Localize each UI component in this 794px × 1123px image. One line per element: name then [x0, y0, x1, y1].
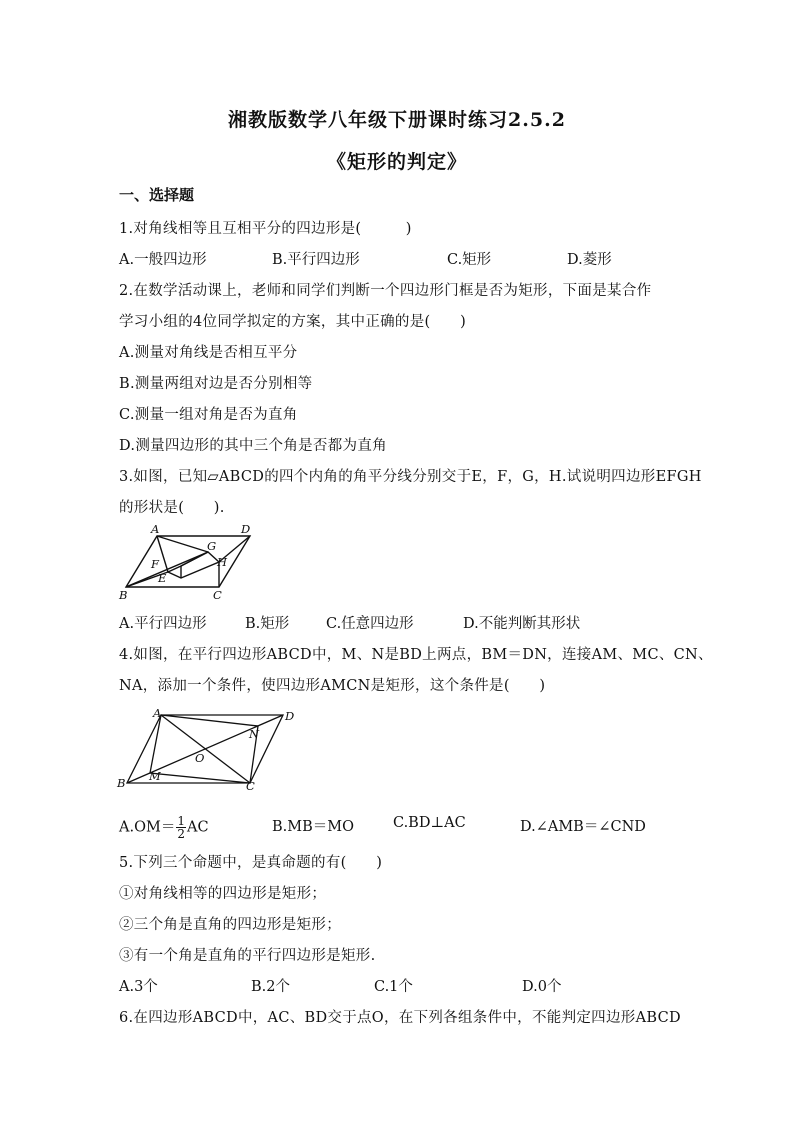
q3-label-e: E	[158, 571, 167, 585]
q5-proposition-2: ②三个角是直角的四边形是矩形；	[119, 917, 341, 933]
q3-option-d: D.不能判断其形状	[463, 616, 581, 632]
q4-label-b: B	[117, 776, 126, 790]
q3-label-f: F	[151, 557, 159, 571]
q2-option-a: A.测量对角线是否相互平分	[119, 345, 298, 361]
q4-option-a	[119, 815, 209, 840]
q3-option-a: A.平行四边形	[119, 616, 207, 632]
q4-label-o: O	[195, 751, 205, 765]
q4-figure	[113, 706, 298, 790]
q1-option-b: B.平行四边形	[272, 252, 360, 268]
q2-option-d: D.测量四边形的其中三个角是否都为直角	[119, 438, 387, 454]
question-2-stem-line1: 2.在数学活动课上，老师和同学们判断一个四边形门框是否为矩形，下面是某合作	[119, 283, 652, 299]
q4-label-n: N	[249, 727, 260, 741]
question-5-stem: 5.下列三个命题中，是真命题的有( )	[119, 855, 383, 871]
q2-option-b: B.测量两组对边是否分别相等	[119, 376, 313, 392]
q3-figure	[115, 522, 260, 602]
question-2-stem-line2: 学习小组的4位同学拟定的方案，其中正确的是( )	[119, 314, 467, 330]
fraction-numerator: 1	[177, 814, 185, 828]
q5-proposition-1: ①对角线相等的四边形是矩形；	[119, 886, 327, 902]
q3-label-h: H	[217, 555, 228, 569]
page-title: 湘教版数学八年级下册课时练习2.5.2	[228, 109, 566, 131]
q2-option-c: C.测量一组对角是否为直角	[119, 407, 298, 423]
q3-label-a: A	[151, 522, 160, 536]
q4-option-a-fraction	[176, 815, 186, 840]
q3-label-d: D	[241, 522, 251, 536]
q4-label-m: M	[149, 769, 161, 783]
q5-option-b: B.2个	[251, 979, 290, 995]
question-6-stem-line1: 6.在四边形ABCD中，AC、BD交于点O，在下列各组条件中，不能判定四边形ABCD	[119, 1010, 681, 1026]
q5-option-a: A.3个	[119, 979, 158, 995]
q3-label-c: C	[213, 588, 222, 602]
q4-option-a-prefix: A.OM＝	[119, 819, 176, 836]
q1-option-a: A.一般四边形	[119, 252, 207, 268]
q1-option-c: C.矩形	[447, 252, 492, 268]
q3-label-g: G	[207, 539, 217, 553]
q5-option-d: D.0个	[522, 979, 562, 995]
q4-option-a-suffix: AC	[186, 819, 209, 836]
q3-option-b: B.矩形	[245, 616, 290, 632]
question-4-stem-line2: NA，添加一个条件，使四边形AMCN是矩形，这个条件是( )	[119, 678, 546, 694]
q5-option-c: C.1个	[374, 979, 413, 995]
q3-quad-efgh	[168, 552, 219, 578]
q5-proposition-3: ③有一个角是直角的平行四边形是矩形.	[119, 948, 376, 964]
q4-label-d: D	[285, 709, 295, 723]
section-heading: 一、选择题	[119, 186, 195, 204]
q4-option-c: C.BD⊥AC	[393, 815, 466, 831]
fraction-denominator: 2	[177, 827, 185, 841]
q3-bisector-ag	[157, 536, 208, 552]
q4-option-b: B.MB＝MO	[272, 819, 355, 835]
question-1-stem: 1.对角线相等且互相平分的四边形是( )	[119, 221, 412, 237]
question-3-stem-line2: 的形状是( ).	[119, 500, 225, 516]
question-3-stem-line1: 3.如图，已知▱ABCD的四个内角的角平分线分别交于E，F，G，H.试说明四边形EFGH	[119, 469, 702, 485]
q3-label-b: B	[119, 588, 128, 602]
question-4-stem-line1: 4.如图，在平行四边形ABCD中，M、N是BD上两点，BM＝DN，连接AM、MC、CN、	[119, 647, 713, 663]
q1-option-d: D.菱形	[567, 252, 612, 268]
page-subtitle: 《矩形的判定》	[326, 151, 467, 173]
q3-bisector-bg	[126, 552, 208, 587]
q4-label-a: A	[153, 706, 162, 720]
q4-option-d: D.∠AMB＝∠CND	[520, 819, 646, 835]
q3-option-c: C.任意四边形	[326, 616, 414, 632]
q4-diagonal-ac	[161, 715, 250, 783]
q4-label-c: C	[246, 779, 255, 790]
